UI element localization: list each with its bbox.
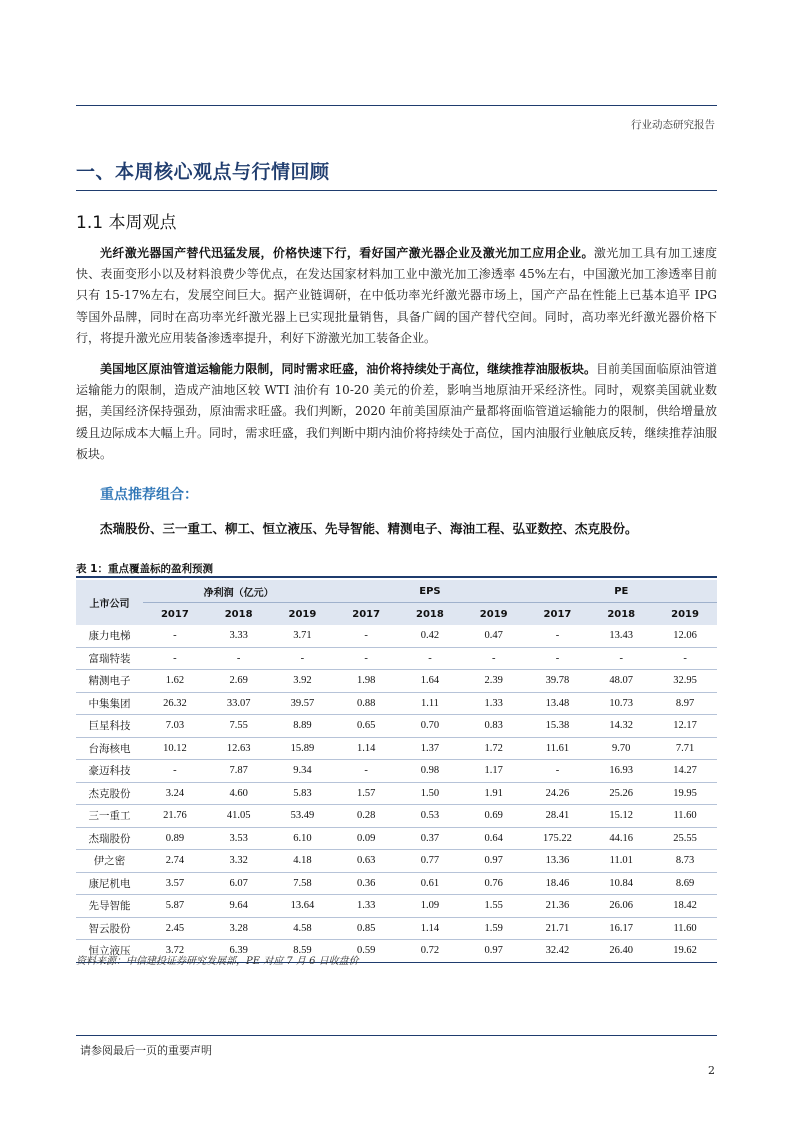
value-cell: 13.64 — [271, 895, 335, 918]
value-cell: 1.91 — [462, 782, 526, 805]
value-cell: 32.42 — [526, 940, 590, 963]
value-cell: 0.47 — [462, 625, 526, 647]
value-cell: - — [334, 625, 398, 647]
value-cell: 1.37 — [398, 737, 462, 760]
value-cell: 0.28 — [334, 805, 398, 828]
value-cell: 5.87 — [143, 895, 207, 918]
value-cell: 0.53 — [398, 805, 462, 828]
table-row — [76, 647, 717, 670]
value-cell: 0.70 — [398, 715, 462, 738]
value-cell: 0.59 — [334, 940, 398, 963]
table-group-header-row — [76, 580, 717, 603]
table-row — [76, 782, 717, 805]
value-cell: 3.92 — [271, 670, 335, 693]
value-cell: 16.17 — [589, 917, 653, 940]
year-header: 2017 — [526, 603, 590, 626]
value-cell: 1.09 — [398, 895, 462, 918]
value-cell: 11.60 — [653, 917, 717, 940]
value-cell: - — [143, 625, 207, 647]
value-cell: 8.69 — [653, 872, 717, 895]
value-cell: 6.39 — [207, 940, 271, 963]
value-cell: 12.63 — [207, 737, 271, 760]
year-header: 2018 — [589, 603, 653, 626]
value-cell: 7.58 — [271, 872, 335, 895]
recommendation-stocks: 杰瑞股份、三一重工、柳工、恒立液压、先导智能、精测电子、海油工程、弘亚数控、杰克股份。 — [100, 521, 638, 536]
value-cell: 21.71 — [526, 917, 590, 940]
year-header: 2018 — [398, 603, 462, 626]
value-cell: 0.85 — [334, 917, 398, 940]
table-year-header-row — [76, 603, 717, 626]
value-cell: 2.45 — [143, 917, 207, 940]
value-cell: 2.39 — [462, 670, 526, 693]
value-cell: 41.05 — [207, 805, 271, 828]
company-name-cell: 康力电梯 — [76, 625, 143, 647]
company-name-cell: 豪迈科技 — [76, 760, 143, 783]
value-cell: 10.12 — [143, 737, 207, 760]
table-row — [76, 850, 717, 873]
value-cell: 1.59 — [462, 917, 526, 940]
value-cell: 25.26 — [589, 782, 653, 805]
value-cell: - — [526, 760, 590, 783]
value-cell: 4.60 — [207, 782, 271, 805]
footer-rule — [76, 1035, 717, 1036]
company-name-cell: 三一重工 — [76, 805, 143, 828]
value-cell: - — [526, 625, 590, 647]
paragraph-laser-lead: 光纤激光器国产替代迅猛发展，价格快速下行，看好国产激光器企业及激光加工应用企业。 — [100, 246, 594, 260]
value-cell: 0.76 — [462, 872, 526, 895]
value-cell: 1.14 — [334, 737, 398, 760]
value-cell: 0.65 — [334, 715, 398, 738]
value-cell: 39.57 — [271, 692, 335, 715]
value-cell: 175.22 — [526, 827, 590, 850]
value-cell: 1.57 — [334, 782, 398, 805]
value-cell: 7.87 — [207, 760, 271, 783]
table-row — [76, 737, 717, 760]
value-cell: 10.73 — [589, 692, 653, 715]
value-cell: 26.32 — [143, 692, 207, 715]
company-name-cell: 杰瑞股份 — [76, 827, 143, 850]
value-cell: 7.71 — [653, 737, 717, 760]
value-cell: 0.72 — [398, 940, 462, 963]
value-cell: 21.76 — [143, 805, 207, 828]
value-cell: 5.83 — [271, 782, 335, 805]
value-cell: 1.62 — [143, 670, 207, 693]
value-cell: 6.10 — [271, 827, 335, 850]
value-cell: 9.34 — [271, 760, 335, 783]
value-cell: - — [207, 647, 271, 670]
company-name-cell: 康尼机电 — [76, 872, 143, 895]
value-cell: 3.33 — [207, 625, 271, 647]
value-cell: 32.95 — [653, 670, 717, 693]
value-cell: 0.69 — [462, 805, 526, 828]
value-cell: 19.95 — [653, 782, 717, 805]
value-cell: 3.57 — [143, 872, 207, 895]
company-name-cell: 恒立液压 — [76, 940, 143, 963]
value-cell: 26.06 — [589, 895, 653, 918]
value-cell: 1.17 — [462, 760, 526, 783]
value-cell: 0.97 — [462, 850, 526, 873]
value-cell: - — [143, 647, 207, 670]
year-header: 2019 — [653, 603, 717, 626]
value-cell: 16.93 — [589, 760, 653, 783]
value-cell: 7.03 — [143, 715, 207, 738]
value-cell: 3.71 — [271, 625, 335, 647]
value-cell: 3.32 — [207, 850, 271, 873]
paragraph-laser-body: 激光加工具有加工速度快、表面变形小以及材料浪费少等优点，在发达国家材料加工业中激光加工渗透率 45%左右，中国激光加工渗透率目前只有 15-17%左右，发展空间巨大。据产业链调研，在中低功率光纤激光器市场上，国产产品在性能上已基本追平 IPG 等国外品牌，同时在高功率光纤激光器上已实现批量销售，具备广阔的国产替代空间。同时，高功率光纤激光器价格下行，将提升激光应用装备渗透率提升，利好下游激光加工装备企业。 — [76, 246, 717, 345]
value-cell: 11.60 — [653, 805, 717, 828]
value-cell: - — [143, 760, 207, 783]
value-cell: 0.37 — [398, 827, 462, 850]
value-cell: 12.17 — [653, 715, 717, 738]
value-cell: 15.38 — [526, 715, 590, 738]
value-cell: 26.40 — [589, 940, 653, 963]
value-cell: - — [334, 760, 398, 783]
table-row — [76, 895, 717, 918]
value-cell: 0.61 — [398, 872, 462, 895]
value-cell: 1.33 — [334, 895, 398, 918]
footer-disclaimer: 请参阅最后一页的重要声明 — [80, 1044, 212, 1057]
value-cell: 25.55 — [653, 827, 717, 850]
value-cell: 1.98 — [334, 670, 398, 693]
value-cell: - — [526, 647, 590, 670]
value-cell: 12.06 — [653, 625, 717, 647]
value-cell: 1.11 — [398, 692, 462, 715]
paragraph-oil — [76, 359, 717, 465]
value-cell: 11.01 — [589, 850, 653, 873]
section-title: 一、本周核心观点与行情回顾 — [76, 161, 330, 183]
value-cell: - — [398, 647, 462, 670]
value-cell: 53.49 — [271, 805, 335, 828]
subsection-title: 1.1 本周观点 — [76, 213, 177, 233]
value-cell: - — [271, 647, 335, 670]
value-cell: 0.64 — [462, 827, 526, 850]
value-cell: 8.73 — [653, 850, 717, 873]
value-cell: 14.32 — [589, 715, 653, 738]
company-name-cell: 台海核电 — [76, 737, 143, 760]
paragraph-laser — [76, 243, 717, 349]
value-cell: 2.69 — [207, 670, 271, 693]
paragraph-oil-lead: 美国地区原油管道运输能力限制，同时需求旺盛，油价将持续处于高位，继续推荐油服板块。 — [100, 362, 597, 376]
value-cell: 1.72 — [462, 737, 526, 760]
profit-forecast-table — [76, 580, 717, 963]
company-name-cell: 中集集团 — [76, 692, 143, 715]
value-cell: 0.83 — [462, 715, 526, 738]
value-cell: 3.28 — [207, 917, 271, 940]
header-rule — [76, 105, 717, 106]
company-header: 上市公司 — [76, 580, 143, 625]
recommendation-title: 重点推荐组合： — [100, 487, 198, 503]
value-cell: 13.36 — [526, 850, 590, 873]
pe-header: PE — [526, 580, 717, 603]
year-header: 2019 — [462, 603, 526, 626]
table-row — [76, 805, 717, 828]
value-cell: - — [334, 647, 398, 670]
report-type-label: 行业动态研究报告 — [631, 119, 715, 131]
value-cell: 2.74 — [143, 850, 207, 873]
table-row — [76, 827, 717, 850]
net-profit-header: 净利润（亿元） — [143, 580, 334, 603]
value-cell: 1.50 — [398, 782, 462, 805]
company-name-cell: 智云股份 — [76, 917, 143, 940]
value-cell: 0.98 — [398, 760, 462, 783]
value-cell: 1.55 — [462, 895, 526, 918]
table-row — [76, 872, 717, 895]
value-cell: 0.97 — [462, 940, 526, 963]
value-cell: 0.09 — [334, 827, 398, 850]
value-cell: 8.59 — [271, 940, 335, 963]
table-row — [76, 715, 717, 738]
company-name-cell: 杰克股份 — [76, 782, 143, 805]
value-cell: 18.42 — [653, 895, 717, 918]
value-cell: 3.53 — [207, 827, 271, 850]
value-cell: 11.61 — [526, 737, 590, 760]
table-row — [76, 692, 717, 715]
value-cell: 48.07 — [589, 670, 653, 693]
value-cell: 15.12 — [589, 805, 653, 828]
value-cell: 8.89 — [271, 715, 335, 738]
value-cell: 1.33 — [462, 692, 526, 715]
company-name-cell: 巨星科技 — [76, 715, 143, 738]
value-cell: 0.88 — [334, 692, 398, 715]
year-header: 2017 — [334, 603, 398, 626]
value-cell: - — [462, 647, 526, 670]
value-cell: 28.41 — [526, 805, 590, 828]
value-cell: 24.26 — [526, 782, 590, 805]
value-cell: 13.43 — [589, 625, 653, 647]
value-cell: - — [589, 647, 653, 670]
value-cell: 9.64 — [207, 895, 271, 918]
table-row — [76, 670, 717, 693]
value-cell: - — [653, 647, 717, 670]
table-source-note: 资料来源：中信建投证券研究发展部，PE 对应 7 月 6 日收盘价 — [76, 956, 359, 967]
value-cell: 18.46 — [526, 872, 590, 895]
table-caption-rule — [76, 576, 717, 578]
value-cell: 0.89 — [143, 827, 207, 850]
value-cell: 9.70 — [589, 737, 653, 760]
value-cell: 33.07 — [207, 692, 271, 715]
value-cell: 0.42 — [398, 625, 462, 647]
company-name-cell: 富瑞特装 — [76, 647, 143, 670]
value-cell: 7.55 — [207, 715, 271, 738]
table-body — [76, 625, 717, 962]
value-cell: 10.84 — [589, 872, 653, 895]
value-cell: 19.62 — [653, 940, 717, 963]
value-cell: 13.48 — [526, 692, 590, 715]
company-name-cell: 先导智能 — [76, 895, 143, 918]
year-header: 2017 — [143, 603, 207, 626]
table-row — [76, 625, 717, 647]
value-cell: 4.58 — [271, 917, 335, 940]
table-caption: 表 1：重点覆盖标的盈利预测 — [76, 563, 213, 575]
value-cell: 3.72 — [143, 940, 207, 963]
section-title-rule — [76, 190, 717, 191]
year-header: 2018 — [207, 603, 271, 626]
page-number: 2 — [708, 1064, 715, 1077]
table-row — [76, 917, 717, 940]
table-row — [76, 760, 717, 783]
value-cell: 14.27 — [653, 760, 717, 783]
company-name-cell: 伊之密 — [76, 850, 143, 873]
value-cell: 3.24 — [143, 782, 207, 805]
eps-header: EPS — [334, 580, 525, 603]
value-cell: 0.77 — [398, 850, 462, 873]
value-cell: 1.64 — [398, 670, 462, 693]
value-cell: 1.14 — [398, 917, 462, 940]
value-cell: 15.89 — [271, 737, 335, 760]
value-cell: 0.36 — [334, 872, 398, 895]
value-cell: 8.97 — [653, 692, 717, 715]
value-cell: 44.16 — [589, 827, 653, 850]
value-cell: 4.18 — [271, 850, 335, 873]
value-cell: 21.36 — [526, 895, 590, 918]
year-header: 2019 — [271, 603, 335, 626]
value-cell: 0.63 — [334, 850, 398, 873]
company-name-cell: 精测电子 — [76, 670, 143, 693]
value-cell: 39.78 — [526, 670, 590, 693]
value-cell: 6.07 — [207, 872, 271, 895]
paragraph-oil-body: 目前美国面临原油管道运输能力的限制，造成产油地区较 WTI 油价有 10-20 美元的价差，影响当地原油开采经济性。同时，观察美国就业数据，美国经济保持强劲，原油需求旺盛。我们判断，2020 年前美国原油产量都将面临管道运输能力的限制，供给增量放缓且边际成本大幅上升。同时，需求旺盛，我们判断中期内油价将持续处于高位，国内油服行业触底反转，继续推荐油服板块。 — [76, 362, 717, 461]
